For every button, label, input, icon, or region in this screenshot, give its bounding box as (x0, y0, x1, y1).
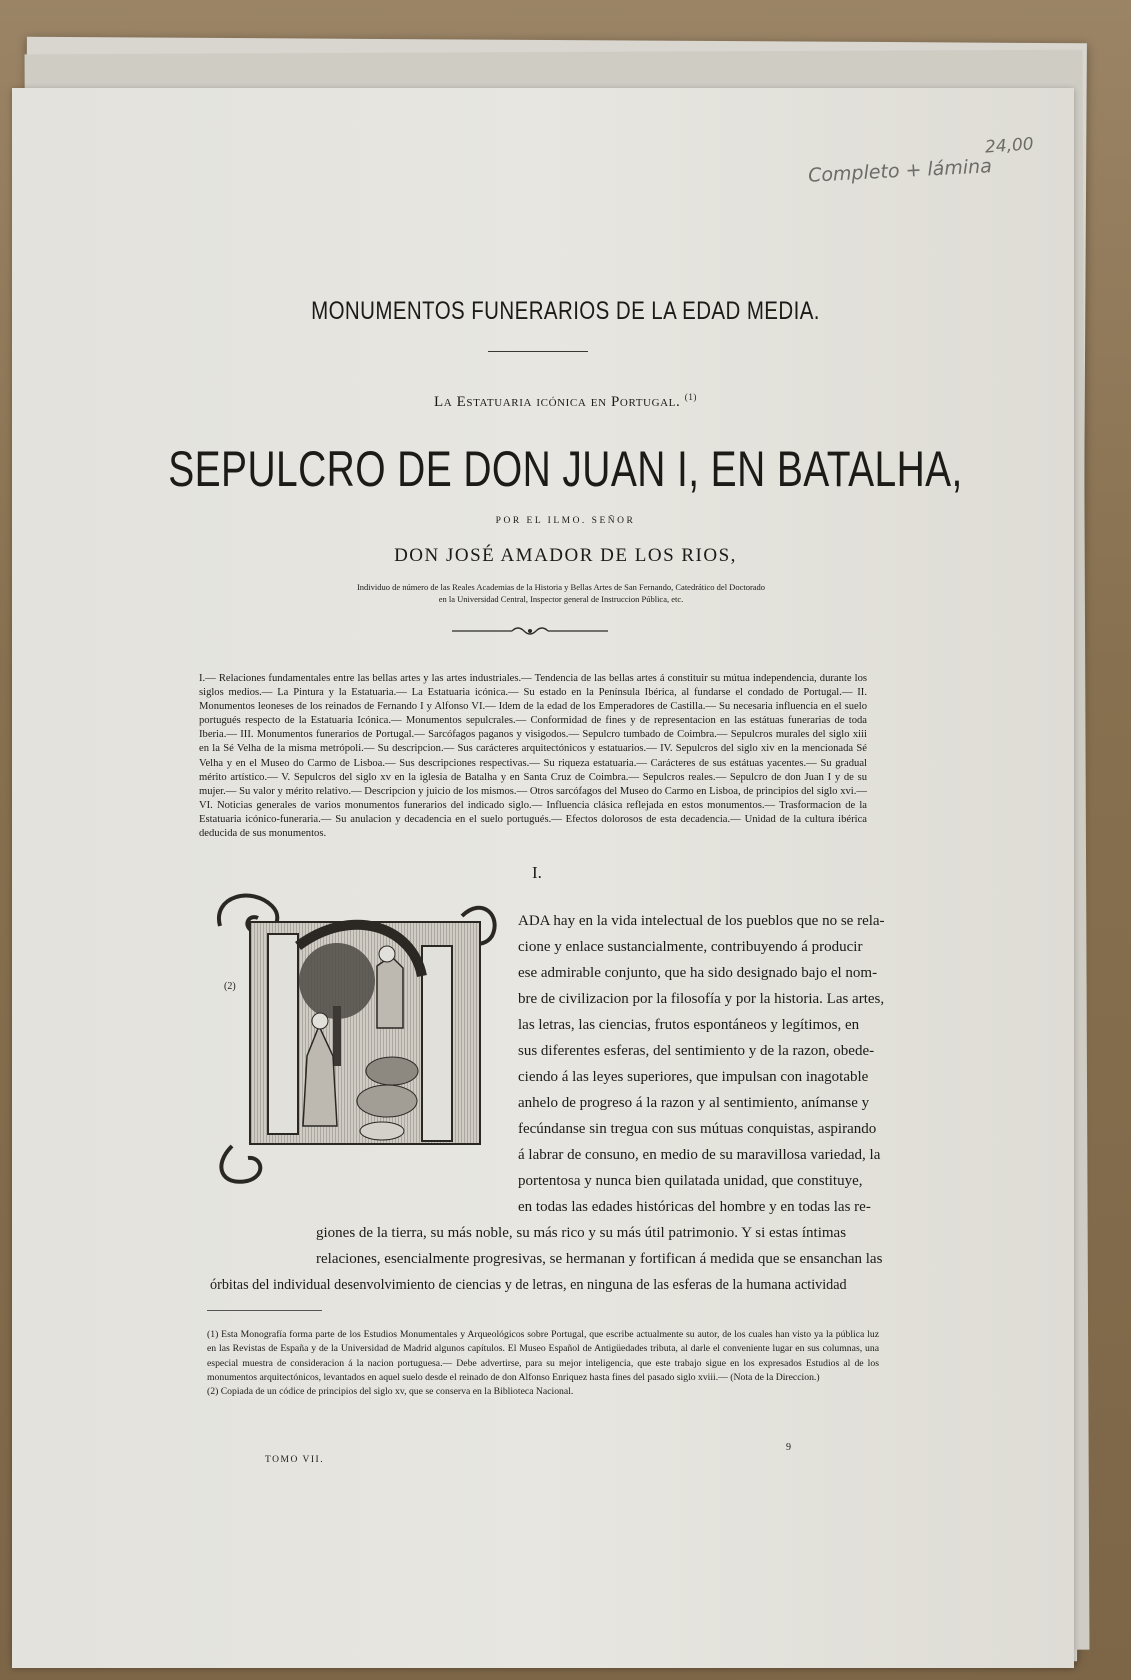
body-line: ADA hay en la vida intelectual de los pueblos que no se rela- (518, 913, 885, 929)
body-line: órbitas del individual desenvolvimiento de ciencias y de letras, en ninguna de las esferas de la humana actividad (210, 1277, 847, 1293)
subtitle (0, 392, 1131, 411)
body-line: relaciones, esencialmente progresivas, se hermanan y fortifican á medida que se ensanchan las (316, 1251, 883, 1267)
title-rule (488, 351, 588, 352)
footnote-2: (2) Copiada de un códice de principios del siglo xv, que se conserva en la Biblioteca Nacional. (207, 1386, 574, 1398)
volume-label: TOMO VII. (265, 1455, 325, 1465)
footnotes (207, 1328, 879, 1399)
section-number: I. (532, 863, 542, 882)
credentials-line-1: Individuo de número de las Reales Academias de la Historia y Bellas Artes de San Fernando, Catedrático del Doctorado (356, 582, 766, 592)
body-line: en todas las edades históricas del hombre y en todas las re- (518, 1199, 871, 1215)
figure-label: (2) (224, 981, 236, 992)
body-line: cione y enlace sustancialmente, contribuyendo á producir (518, 939, 863, 955)
byline: POR EL ILMO. SEÑOR (495, 516, 636, 526)
body-line: las letras, las ciencias, frutos espontáneos y legítimos, en (518, 1017, 860, 1033)
ornament-divider (450, 624, 610, 638)
author-name: DON JOSÉ AMADOR DE LOS RIOS, (394, 545, 737, 566)
handwritten-note: Completo + lámina (807, 155, 993, 187)
body-line: bre de civilizacion por la filosofía y por la historia. Las artes, (518, 991, 885, 1007)
handwritten-price: 24,00 (984, 134, 1035, 158)
body-line: fecúndanse sin tregua con sus mútuas conquistas, aspirando (518, 1121, 877, 1137)
footnote-rule (207, 1310, 322, 1311)
author-credentials (296, 581, 826, 605)
subtitle-note-ref: (1) (684, 392, 698, 402)
credentials-line-2: en la Universidad Central, Inspector general de Instruccion Pública, etc. (438, 594, 684, 604)
body-line: ciendo á las leyes superiores, que impulsan con inagotable (518, 1069, 869, 1085)
body-line: giones de la tierra, su más noble, su más rico y su más útil patrimonio. Y si estas íntimas (316, 1225, 847, 1241)
illuminated-initial-image (212, 886, 504, 1188)
body-line: portentosa y nunca bien quilatada unidad, que constituye, (518, 1173, 863, 1189)
main-title: SEPULCRO DE DON JUAN I, EN BATALHA, (168, 441, 963, 497)
footnote-1: (1) Esta Monografía forma parte de los Estudios Monumentales y Arqueológicos sobre Portugal, que escribe actualmente su autor, de los cuales han visto ya la pública luz en las Revistas de España y de la Universidad de Madrid algunos capítulos. El Museo Español de Antigüedades tributa, al darle el conveniente lugar en sus columnas, una especial muestra de consideracion á la nacion portuguesa.— Debe advertirse, para su mejor inteligencia, que este trabajo sigue en los expresados Estudios al de los monumentos arquitectónicos, levantados en aquel suelo desde el reinado de don Alfonso Enriquez hasta fines del pasado siglo xviii.— (Nota de la Direccion.) (207, 1329, 879, 1383)
subtitle-text: La Estatuaria icónica en Portugal. (433, 394, 681, 410)
body-line: anhelo de progreso á la razon y al sentimiento, anímanse y (518, 1095, 870, 1111)
chapter-summary: I.— Relaciones fundamentales entre las bellas artes y las artes industriales.— Tendencia de las bellas artes á constituir su mútua independencia, durante los siglos medios.— La Pintura y la Estatuaria.— La Estatuaria icónica.— Su estado en la Península Ibérica, al fundarse el condado de Portugal.— II. Monumentos leoneses de los reinados de Fernando I y Alfonso VI.— Idem de la edad de los Emperadores de Castilla.— Su necesaria influencia en el suelo portugués respecto de la Estatuaria Icónica.— Monumentos sepulcrales.— Conformidad de fines y de representacion en las estátuas funerarias de toda Iberia.— III. Monumentos funerarios de Portugal.— Sarcófagos paganos y visigodos.— Sepulcro tumbado de Coimbra.— Sepulcros murales del siglo xiii en la Sé Velha de la misma metrópoli.— Su descripcion.— Sus carácteres arquitectónicos y estatuarios.— IV. Sepulcros del siglo xiv en la mencionada Sé Velha y en el Museo do Carmo de Lisboa.— Sus descripciones respectivas.— Su riqueza estatuaria.— Carácteres de sus estátuas yacentes.— Su gradual mérito artístico.— V. Sepulcros del siglo xv en la iglesia de Batalha y en Santa Cruz de Coimbra.— Sepulcros reales.— Sepulcro de don Juan I y de su mujer.— Su valor y mérito relativo.— Descripcion y juicio de los mismos.— Otros sarcófagos del Museo do Carmo en Lisboa, de principios del siglo xvi.— VI. Noticias generales de varios monumentos funerarios del indicado siglo.— Influencia clásica reflejada en estos monumentos.— Trasformacion de la Estatuaria icónico-funeraria.— Su anulacion y decadencia en el suelo portugués.— Efectos dolorosos de esta decadencia.— Unidad de la cultura ibérica deducida de sus monumentos. (199, 673, 867, 840)
body-line: ese admirable conjunto, que ha sido designado bajo el nom- (518, 965, 878, 981)
series-title: MONUMENTOS FUNERARIOS DE LA EDAD MEDIA. (311, 297, 820, 325)
body-line: sus diferentes esferas, del sentimiento y de la razon, obede- (518, 1043, 875, 1059)
page-number: 9 (786, 1442, 791, 1453)
body-line: á labrar de consuno, en medio de su maravillosa variedad, la (518, 1147, 881, 1163)
